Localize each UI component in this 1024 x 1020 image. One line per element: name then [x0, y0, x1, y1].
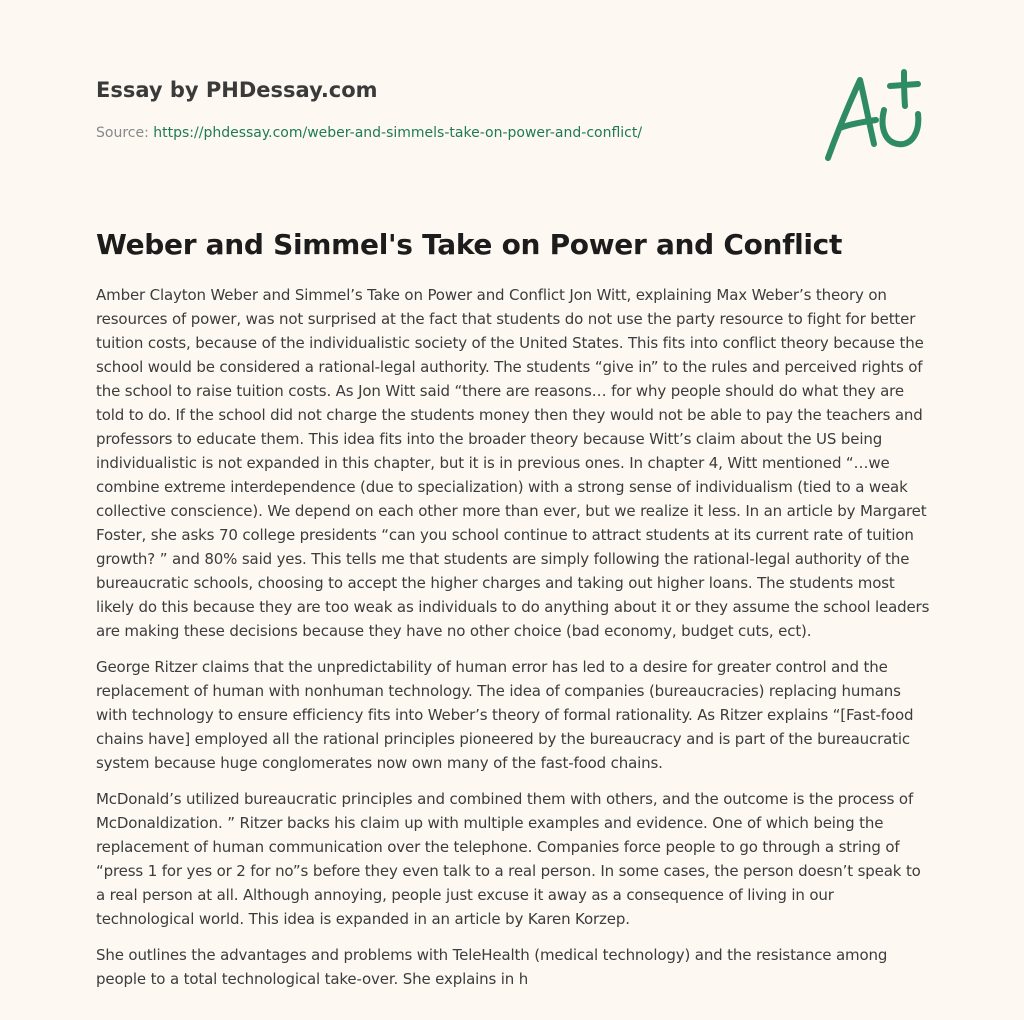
- essay-body: [96, 283, 934, 1003]
- essay-header: [96, 76, 796, 142]
- essay-paragraph: George Ritzer claims that the unpredictability of human error has led to a desire for greater control and the replacement of human with nonhuman technology. The idea of companies (bureaucracies) replacing humans with technology to ensure efficiency fits into Weber’s theory of formal rationality. As Ritzer explains “[Fast-food chains have] employed all the rational principles pioneered by the bureaucracy and is part of the bureaucratic system because huge conglomerates now own many of the fast-food chains.: [96, 658, 914, 772]
- source-line: [96, 124, 796, 142]
- source-link[interactable]: https://phdessay.com/weber-and-simmels-take-on-power-and-conflict/: [153, 125, 643, 141]
- essay-title: Weber and Simmel's Take on Power and Conflict: [96, 228, 843, 261]
- essay-paragraph: McDonald’s utilized bureaucratic principles and combined them with others, and the outcome is the process of McDonaldization. ” Ritzer backs his claim up with multiple examples and evidence. One of which being the replacement of human communication over the telephone. Companies force people to go through a string of “press 1 for yes or 2 for no”s before they even talk to a real person. In some cases, the person doesn’t speak to a real person at all. Although annoying, people just excuse it away as a consequence of living in our technological world. This idea is expanded in an article by Karen Korzep.: [96, 790, 921, 928]
- essay-paragraph: Amber Clayton Weber and Simmel’s Take on Power and Conflict Jon Witt, explaining Max Weber’s theory on resources of power, was not surprised at the fact that students do not use the party resource to fight for better tuition costs, because of the individualistic society of the United States. This fits into conflict theory because the school would be considered a rational-legal authority. The students “give in” to the rules and perceived rights of the school to raise tuition costs. As Jon Witt said “there are reasons… for why people should do what they are told to do. If the school did not charge the students money then they would not be able to pay the teachers and professors to educate them. This idea fits into the broader theory because Witt’s claim about the US being individualistic is not expanded in this chapter, but it is in previous ones. In chapter 4, Witt mentioned “…we combine extreme interdependence (due to specialization) with a strong sense of individualism (tied to a weak collective conscience). We depend on each other more than ever, but we realize it less. In an article by Margaret Foster, she asks 70 college presidents “can you school continue to attract students at its current rate of tuition growth? ” and 80% said yes. This tells me that students are simply following the rational-legal authority of the bureaucratic schools, choosing to accept the higher charges and taking out higher loans. The students most likely do this because they are too weak as individuals to do anything about it or they assume the school leaders are making these decisions because they have no other choice (bad economy, budget cuts, ect).: [96, 286, 930, 640]
- a-plus-grade-logo-icon: [818, 66, 930, 166]
- site-brand: Essay by PHDessay.com: [96, 78, 378, 102]
- essay-paragraph: She outlines the advantages and problems with TeleHealth (medical technology) and the resistance among people to a total technological take-over. She explains in h: [96, 946, 888, 988]
- source-label: Source:: [96, 125, 149, 141]
